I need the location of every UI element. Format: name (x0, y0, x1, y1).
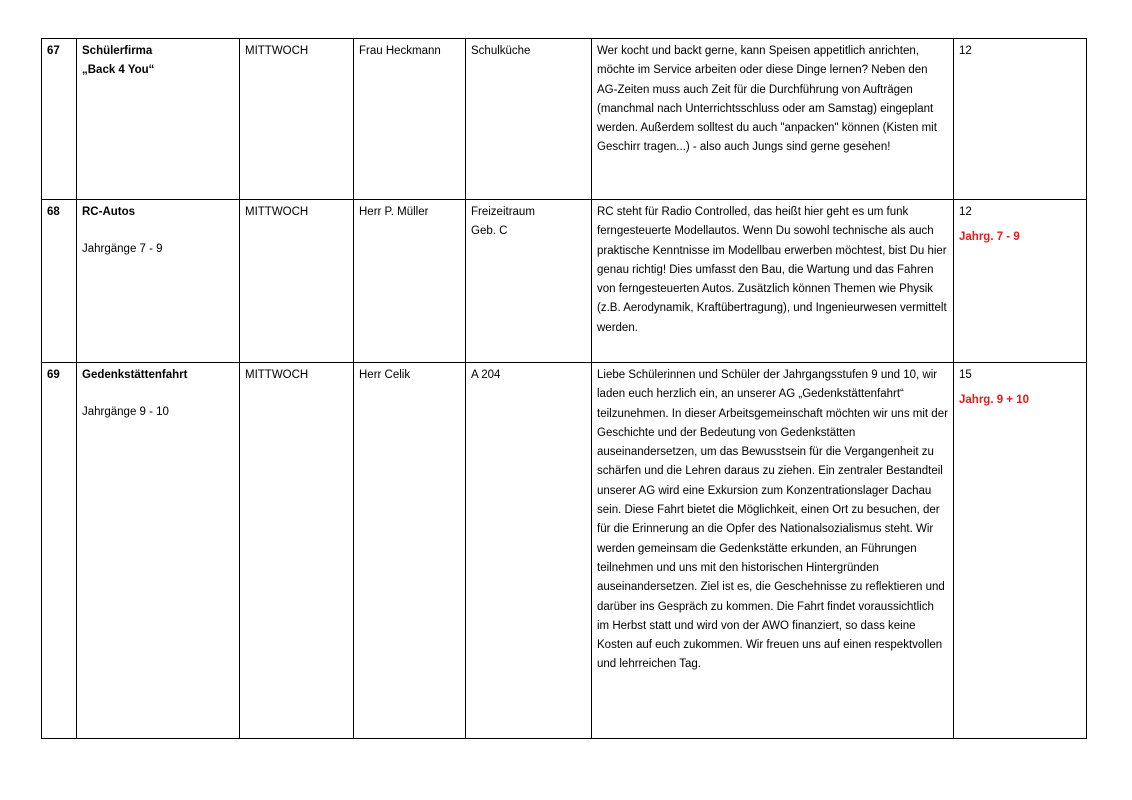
ag-title: RC-Autos (82, 206, 136, 218)
description-cell (592, 363, 954, 739)
grade-levels: Jahrgänge 7 - 9 (82, 243, 163, 256)
ag-title: Schülerfirma „Back 4 You“ (82, 45, 155, 77)
day: MITTWOCH (245, 45, 309, 57)
ag-title: Gedenkstättenfahrt (82, 369, 188, 381)
room-cell (466, 200, 592, 363)
places-cell (954, 363, 1087, 739)
description: RC steht für Radio Controlled, das heißt hier geht es um funk ferngesteuerte Modellautos. Wenn Du sowohl technische als auch praktische Kenntnisse im Modellbau erwerben möchtest, bist Du hier genau richtig! Dies umfasst den Bau, die Wartung und das Fahren von ferngesteuerten Autos. Zusätzlich können Themen wie Physik (z.B. Aerodynamik, Kraftübertragung), und Ingenieurwesen vermittelt werden. (597, 206, 947, 334)
places-cell (954, 39, 1087, 200)
ag-offer-table (41, 38, 1087, 739)
row-number-cell (42, 363, 77, 739)
description-cell (592, 39, 954, 200)
grade-restriction-note: Jahrg. 9 + 10 (959, 394, 1029, 407)
description: Liebe Schülerinnen und Schüler der Jahrgangsstufen 9 und 10, wir laden euch herzlich ein, an unserer AG „Gedenkstättenfahrt“ teilzunehmen. In dieser Arbeitsgemeinschaft möchten wir uns mit der Geschichte und der Bedeutung von Gedenkstätten auseinandersetzen, um das Bewusstsein für die Vergangenheit zu schärfen und die Lehren daraus zu ziehen. Ein zentraler Bestandteil unserer AG wird eine Exkursion zum Konzentrationslager Dachau sein. Diese Fahrt bietet die Möglichkeit, einen Ort zu besuchen, der für die Erinnerung an die Opfer des Nationalsozialismus steht. Wir werden gemeinsam die Gedenkstätte erkunden, an Führungen teilnehmen und uns mit den historischen Hintergründen auseinandersetzen. Ziel ist es, die Geschehnisse zu reflektieren und darüber ins Gespräch zu kommen. Die Fahrt findet voraussichtlich im Herbst statt und wird von der AWO finanziert, so dass keine Kosten auf euch zukommen. Wir freuen uns auf einen respektvollen und lehrreichen Tag. (597, 369, 948, 671)
day-cell (240, 39, 354, 200)
row-number-cell (42, 200, 77, 363)
day-cell (240, 363, 354, 739)
grade-levels: Jahrgänge 9 - 10 (82, 406, 169, 419)
day: MITTWOCH (245, 206, 309, 218)
places-count: 12 (959, 45, 972, 57)
row-number: 69 (47, 369, 60, 381)
day: MITTWOCH (245, 369, 309, 381)
teacher: Herr P. Müller (359, 206, 429, 218)
room: A 204 (471, 369, 501, 381)
room: Freizeitraum Geb. C (471, 206, 535, 238)
row-number: 68 (47, 206, 60, 218)
grade-restriction-note: Jahrg. 7 - 9 (959, 231, 1020, 244)
table-row (42, 200, 1087, 363)
teacher: Herr Celik (359, 369, 411, 381)
document-page (41, 38, 1086, 739)
row-number-cell (42, 39, 77, 200)
room-cell (466, 363, 592, 739)
teacher-cell (354, 200, 466, 363)
places-count: 15 (959, 369, 972, 381)
table-row (42, 363, 1087, 739)
description-cell (592, 200, 954, 363)
teacher-cell (354, 363, 466, 739)
teacher-cell (354, 39, 466, 200)
places-cell (954, 200, 1087, 363)
day-cell (240, 200, 354, 363)
ag-title-cell (77, 39, 240, 200)
ag-title-cell (77, 363, 240, 739)
description: Wer kocht und backt gerne, kann Speisen appetitlich anrichten, möchte im Service arbeiten oder diese Dinge lernen? Neben den AG-Zeiten muss auch Zeit für die Durchführung von Aufträgen (manchmal nach Unterrichtsschluss oder am Samstag) eingeplant werden. Außerdem solltest du auch "anpacken" können (Kisten mit Geschirr tragen...) - also auch Jungs sind gerne gesehen! (597, 45, 937, 154)
ag-title-cell (77, 200, 240, 363)
table-row (42, 39, 1087, 200)
teacher: Frau Heckmann (359, 45, 441, 57)
room: Schulküche (471, 45, 531, 57)
room-cell (466, 39, 592, 200)
row-number: 67 (47, 45, 60, 57)
places-count: 12 (959, 206, 972, 218)
